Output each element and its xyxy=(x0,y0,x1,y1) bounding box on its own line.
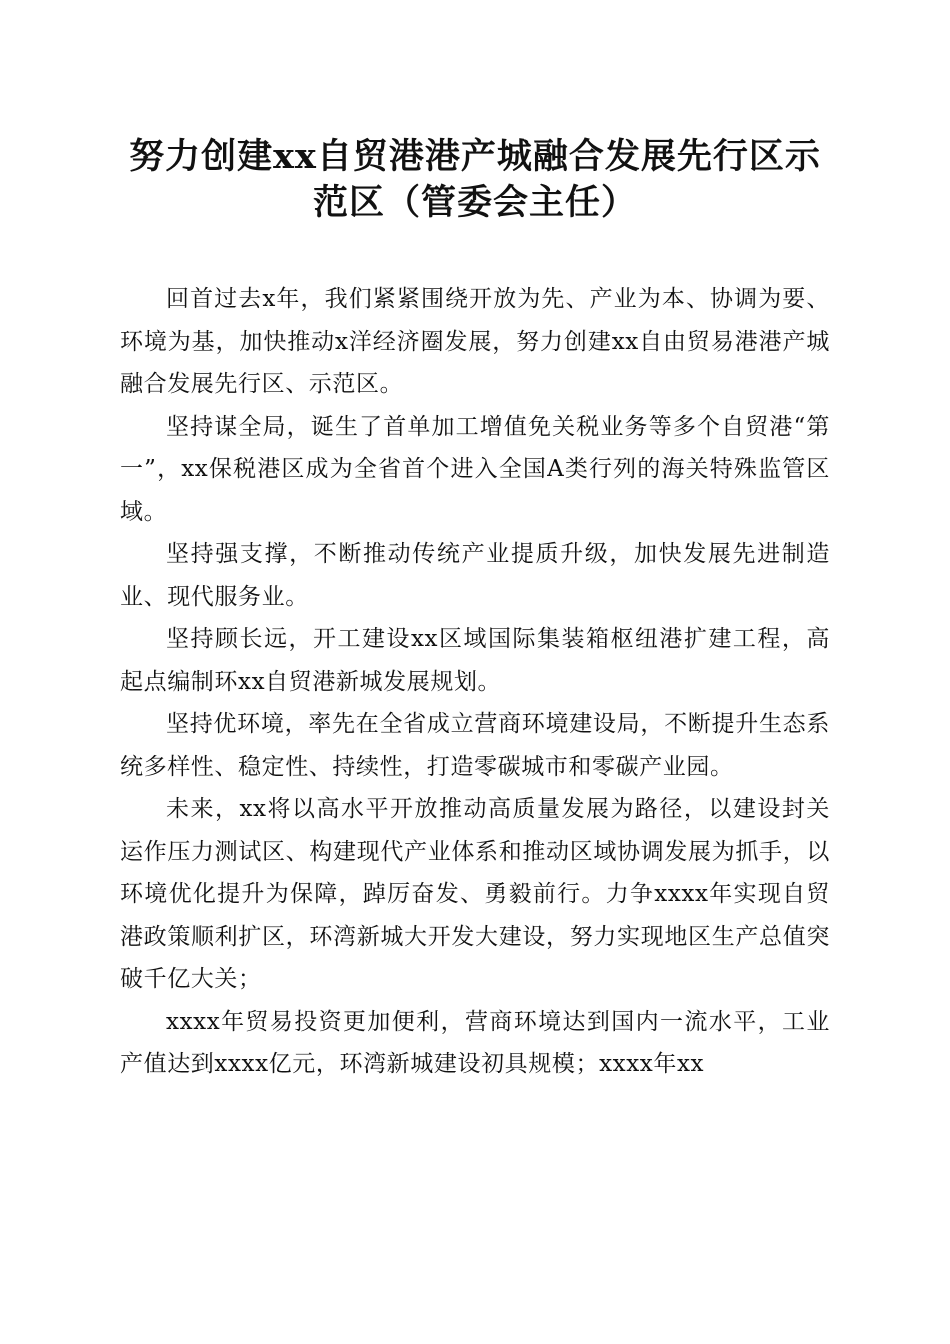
paragraph-support: 坚持强支撑，不断推动传统产业提质升级，加快发展先进制造业、现代服务业。 xyxy=(120,541,830,610)
paragraph-review: 回首过去x年，我们紧紧围绕开放为先、产业为本、协调为要、环境为基，加快推动x洋经济圈发展，努力创建xx自由贸易港港产城融合发展先行区、示范区。 xyxy=(120,286,830,397)
document-title: 努力创建xx自贸港港产城融合发展先行区示范区（管委会主任） xyxy=(129,136,821,223)
paragraph-overall-planning: 坚持谋全局，诞生了首单加工增值免关税业务等多个自贸港“第一”，xx保税港区成为全省首个进入全国A类行列的海关特殊监管区域。 xyxy=(120,413,830,525)
paragraph-future: 未来，xx将以高水平开放推动高质量发展为路径，以建设封关运作压力测试区、构建现代产业体系和推动区域协调发展为抓手，以环境优化提升为保障，踔厉奋发、勇毅前行。力争xxxx年实现自贸港政策顺利扩区，环湾新城大开发大建设，努力实现地区生产总值突破千亿大关； xyxy=(120,796,830,992)
document-body xyxy=(120,278,830,1086)
paragraph-environment: 坚持优环境，率先在全省成立营商环境建设局，不断提升生态系统多样性、稳定性、持续性，打造零碳城市和零碳产业园。 xyxy=(120,711,830,780)
paragraph-targets: xxxx年贸易投资更加便利，营商环境达到国内一流水平，工业产值达到xxxx亿元，环湾新城建设初具规模；xxxx年xx xyxy=(120,1008,830,1077)
paragraph-long-term: 坚持顾长远，开工建设xx区域国际集装箱枢纽港扩建工程，高起点编制环xx自贸港新城发展规划。 xyxy=(120,626,830,695)
